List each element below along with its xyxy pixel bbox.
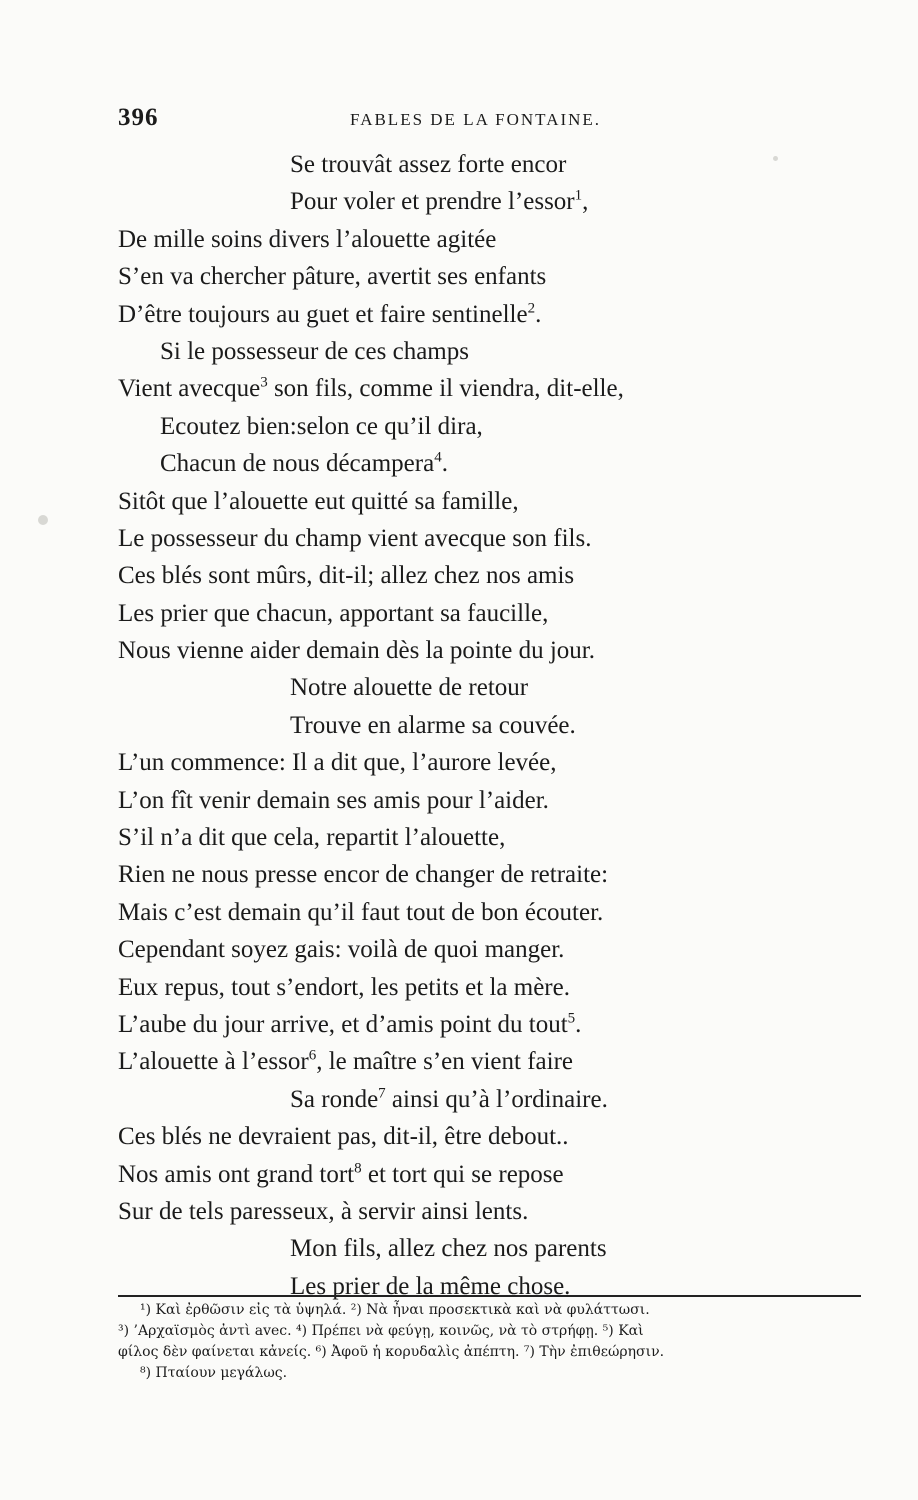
page-number: 396	[118, 104, 159, 131]
poem-line	[118, 221, 858, 258]
poem-line	[118, 744, 858, 781]
poem-line-text: Sur de tels paresseux, à servir ainsi lents.	[118, 1197, 529, 1225]
poem-line-text: Notre alouette de retour	[290, 674, 529, 702]
poem-line-text: Sitôt que l’alouette eut quitté sa famille,	[118, 487, 519, 515]
footnote-line: ⁸) Πταίουν μεγάλως.	[140, 1365, 288, 1381]
poem-line	[118, 1230, 858, 1267]
poem-line	[118, 856, 858, 893]
poem-line-text: L’aube du jour arrive, et d’amis point du tout	[118, 1010, 568, 1038]
poem-line-text: De mille soins divers l’alouette agitée	[118, 225, 497, 253]
poem-line-continuation: ,	[582, 188, 589, 216]
poem-line-text: Se trouvât assez forte encor	[290, 151, 567, 178]
poem-line-text: Cependant soyez gais: voilà de quoi manger.	[118, 936, 565, 964]
footnote-marker: 8	[354, 1160, 362, 1177]
poem-line-text: Ecoutez bien:selon ce qu’il dira,	[160, 412, 483, 440]
page-header	[118, 104, 848, 136]
poem-line	[118, 445, 858, 482]
poem-line-text: Nous vienne aider demain dès la pointe du jour.	[118, 637, 595, 665]
footnote-marker: 4	[434, 449, 442, 466]
footnote-line: φίλος δὲν φαίνεται κἀνείς. ⁶) Ἀφοῦ ἡ κορυδαλὶς ἀπέπτη. ⁷) Τὴν ἐπιθεώρησιν.	[118, 1344, 665, 1360]
paper-spot	[773, 156, 778, 161]
poem-line-continuation: son fils, comme il viendra, dit-elle,	[267, 375, 624, 403]
poem-line	[118, 408, 858, 445]
poem-line	[118, 1193, 858, 1230]
footnote-line: ¹) Καὶ ἐρθῶσιν εἰς τὰ ὑψηλά. ²) Νὰ ἦναι προσεκτικὰ καὶ νὰ φυλάττωσι.	[140, 1302, 650, 1318]
poem-line	[118, 595, 858, 632]
footnote-marker: 2	[527, 300, 536, 317]
poem-line	[118, 1006, 858, 1043]
poem-line-continuation: .	[441, 450, 448, 478]
poem-line-text: Sa ronde	[290, 1085, 379, 1113]
poem-line-text: L’on fît venir demain ses amis pour l’aider.	[118, 786, 549, 814]
footnote-marker: 7	[378, 1085, 386, 1102]
poem-line	[118, 1043, 858, 1080]
running-title: FABLES DE LA FONTAINE.	[350, 110, 602, 129]
poem-line	[118, 931, 858, 968]
poem-line-text: S’en va chercher pâture, avertit ses enfants	[118, 263, 547, 291]
poem-line-text: Nos amis ont grand tort	[118, 1160, 355, 1188]
poem-line-text: S’il n’a dit que cela, repartit l’alouette,	[118, 824, 506, 852]
footnotes	[118, 1300, 858, 1384]
poem-line	[118, 669, 858, 706]
poem-line-text: D’être toujours au guet et faire sentinelle	[118, 300, 528, 328]
poem-line-text: Eux repus, tout s’endort, les petits et la mère.	[118, 973, 570, 1001]
poem-line-text: L’alouette à l’essor	[118, 1048, 309, 1076]
poem-line-text: Les prier de la même chose.	[290, 1272, 571, 1300]
footnote-separator	[118, 1295, 861, 1297]
footnote-line: ³) ’Αρχαϊσμὸς ἀντὶ avec. ⁴) Πρέπει νὰ φεύγῃ, κοινῶς, νὰ τὸ στρήφῃ. ⁵) Καὶ	[118, 1323, 644, 1339]
footnote-marker: 6	[308, 1048, 317, 1065]
poem-line-text: Mais c’est demain qu’il faut tout de bon écouter.	[118, 898, 604, 926]
poem-line	[118, 296, 858, 333]
poem-line-text: Si le possesseur de ces champs	[160, 337, 469, 365]
poem-line-text: Mon fils, allez chez nos parents	[290, 1235, 607, 1263]
poem-line-text: Ces blés ne devraient pas, dit-il, être debout..	[118, 1123, 569, 1151]
poem-line-text: Le possesseur du champ vient avecque son fils.	[118, 524, 592, 552]
poem-line	[118, 183, 858, 220]
poem-line	[118, 969, 858, 1006]
poem-line	[118, 370, 858, 407]
poem-line-text: Chacun de nous décampera	[160, 450, 435, 478]
poem-line-text: Trouve en alarme sa couvée.	[290, 711, 576, 739]
poem-line	[118, 782, 858, 819]
footnote-marker: 3	[260, 375, 268, 392]
poem-line-text: L’un commence: Il a dit que, l’aurore levée,	[118, 749, 557, 777]
poem-line	[118, 894, 858, 931]
poem-text	[118, 146, 858, 1305]
poem-line-continuation: .	[575, 1010, 582, 1038]
poem-line-text: Vient avecque	[118, 375, 261, 403]
poem-line-continuation: , le maître s’en vient faire	[316, 1048, 574, 1076]
poem-line-text: Les prier que chacun, apportant sa faucille,	[118, 599, 549, 627]
footnote-marker: 1	[574, 188, 583, 205]
paper-spot	[38, 515, 48, 525]
poem-line-continuation: ainsi qu’à l’ordinaire.	[385, 1085, 608, 1113]
footnote-marker: 5	[567, 1010, 576, 1027]
poem-line	[118, 146, 858, 183]
poem-line-text: Ces blés sont mûrs, dit-il; allez chez nos amis	[118, 562, 575, 590]
poem-line	[118, 1156, 858, 1193]
poem-line	[118, 520, 858, 557]
poem-line-text: Rien ne nous presse encor de changer de retraite:	[118, 861, 609, 889]
poem-line	[118, 333, 858, 370]
poem-line-text: Pour voler et prendre l’essor	[290, 188, 575, 216]
poem-line	[118, 1118, 858, 1155]
poem-line	[118, 707, 858, 744]
poem-line-continuation: et tort qui se repose	[361, 1160, 564, 1188]
poem-line	[118, 632, 858, 669]
poem-line	[118, 483, 858, 520]
poem-line	[118, 819, 858, 856]
poem-line-continuation: .	[535, 300, 542, 328]
poem-line	[118, 557, 858, 594]
poem-line	[118, 258, 858, 295]
poem-line	[118, 1081, 858, 1118]
